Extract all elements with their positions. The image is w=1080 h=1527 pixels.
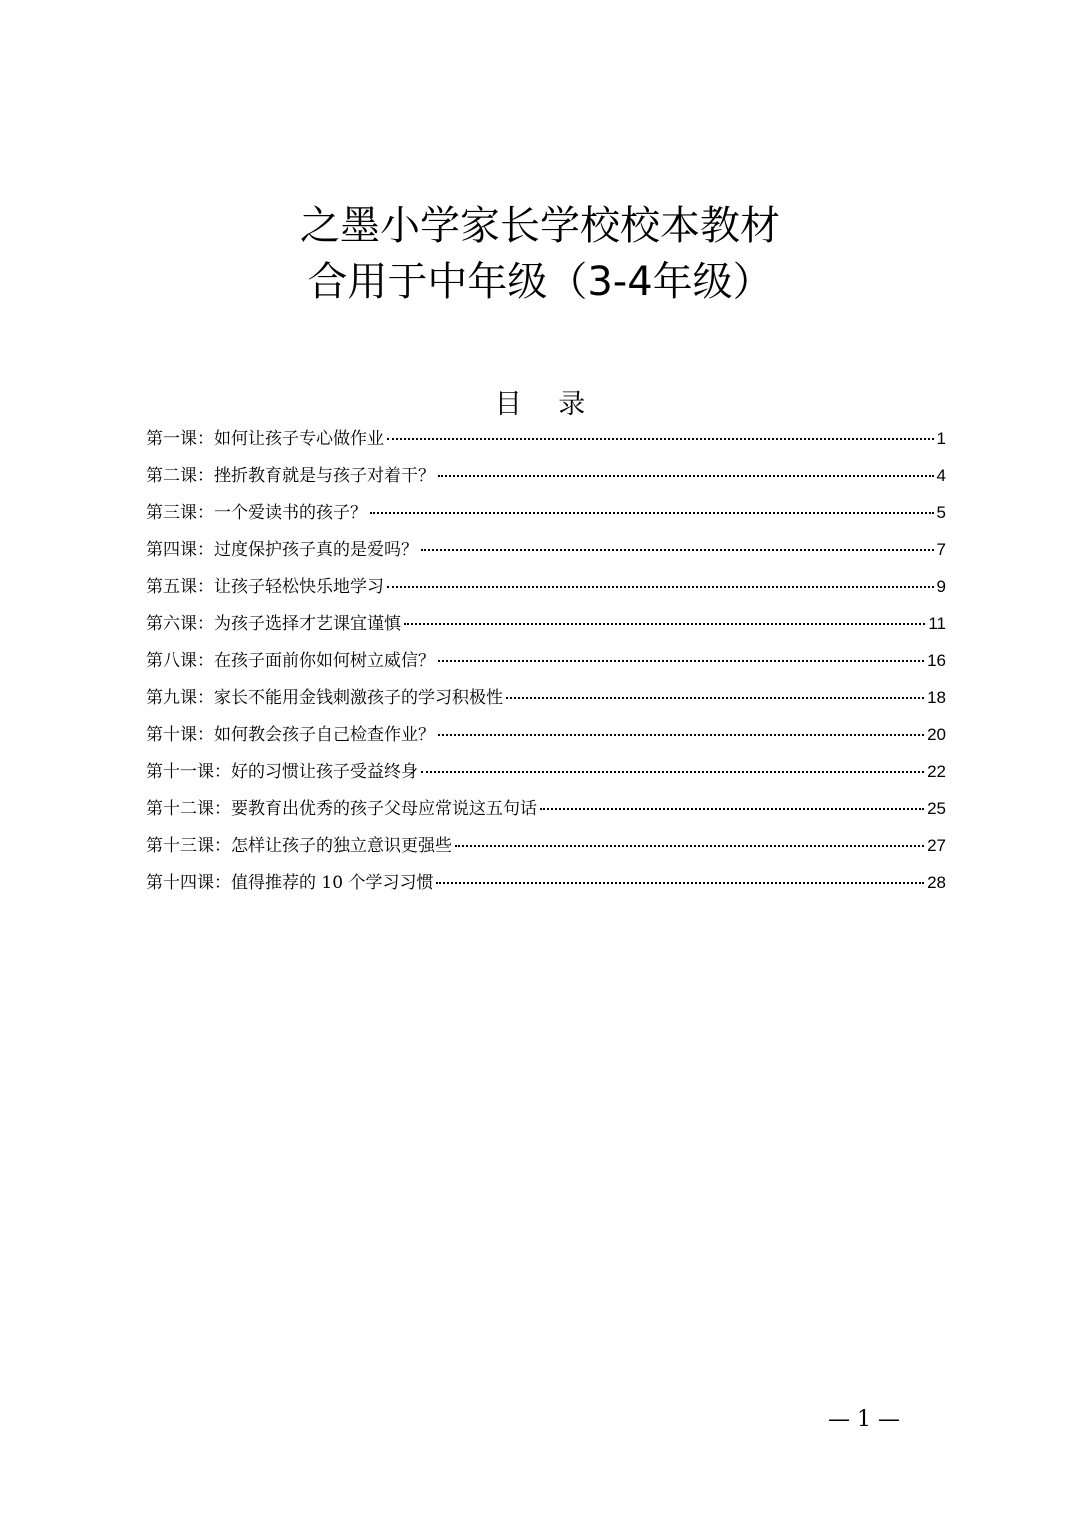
toc-entry-label: 第十一课：好的习惯让孩子受益终身 [146,762,418,782]
toc-entry-page: 28 [927,873,946,892]
toc-entry-page: 20 [927,725,946,744]
toc-entry[interactable] [146,572,946,609]
toc-entry-page: 22 [927,762,946,781]
toc-entry-page: 7 [936,540,946,559]
toc-entry-page: 16 [927,651,946,670]
toc-dot-leader [387,438,934,440]
toc-dot-leader [506,697,924,699]
toc-heading: 目 录 [494,389,600,420]
toc-dot-leader [438,475,934,477]
toc-entry-page: 25 [927,799,946,818]
toc-entry-label: 第一课：如何让孩子专心做作业 [146,429,384,449]
toc-entry[interactable] [146,461,946,498]
title-line-2: 合用于中年级（3-4年级） [307,259,773,305]
toc-entry[interactable] [146,498,946,535]
toc-entry[interactable] [146,720,946,757]
toc-entry-label: 第五课：让孩子轻松快乐地学习 [146,577,384,597]
toc-entry[interactable] [146,646,946,683]
toc-entry-page: 1 [936,429,946,448]
toc-dot-leader [370,512,934,514]
toc-dot-leader [436,882,924,884]
toc-dot-leader [404,623,925,625]
page-number: — 1 — [828,1407,900,1432]
toc-entry-label: 第十三课：怎样让孩子的独立意识更强些 [146,836,452,856]
table-of-contents [146,424,946,905]
toc-entry-label: 第六课：为孩子选择才艺课宜谨慎 [146,614,401,634]
toc-entry-page: 27 [927,836,946,855]
toc-entry-label: 第十二课：要教育出优秀的孩子父母应常说这五句话 [146,799,537,819]
toc-entry-label: 第九课：家长不能用金钱刺激孩子的学习积极性 [146,688,503,708]
toc-dot-leader [455,845,924,847]
document-title [0,198,1080,310]
toc-entry[interactable] [146,609,946,646]
toc-entry-page: 18 [927,688,946,707]
toc-entry-page: 11 [928,614,946,633]
toc-dot-leader [438,734,924,736]
toc-entry-label: 第三课：一个爱读书的孩子？ [146,503,367,523]
toc-entry[interactable] [146,831,946,868]
toc-entry[interactable] [146,535,946,572]
toc-entry-label: 第十课：如何教会孩子自己检查作业？ [146,725,435,745]
toc-entry-label: 第四课：过度保护孩子真的是爱吗？ [146,540,418,560]
toc-entry[interactable] [146,424,946,461]
toc-entry[interactable] [146,757,946,794]
toc-entry-page: 9 [936,577,946,596]
toc-entry-label: 第八课：在孩子面前你如何树立威信？ [146,651,435,671]
toc-entry[interactable] [146,683,946,720]
toc-dot-leader [387,586,934,588]
toc-entry[interactable] [146,794,946,831]
toc-entry-label: 第二课：挫折教育就是与孩子对着干？ [146,466,435,486]
toc-entry-label: 第十四课：值得推荐的 10 个学习习惯 [146,873,434,893]
toc-dot-leader [438,660,924,662]
toc-entry-page: 4 [936,466,946,485]
toc-dot-leader [421,771,924,773]
toc-entry-page: 5 [936,503,946,522]
toc-dot-leader [421,549,934,551]
title-line-1: 之墨小学家长学校校本教材 [300,203,780,249]
toc-entry[interactable] [146,868,946,905]
toc-dot-leader [540,808,924,810]
